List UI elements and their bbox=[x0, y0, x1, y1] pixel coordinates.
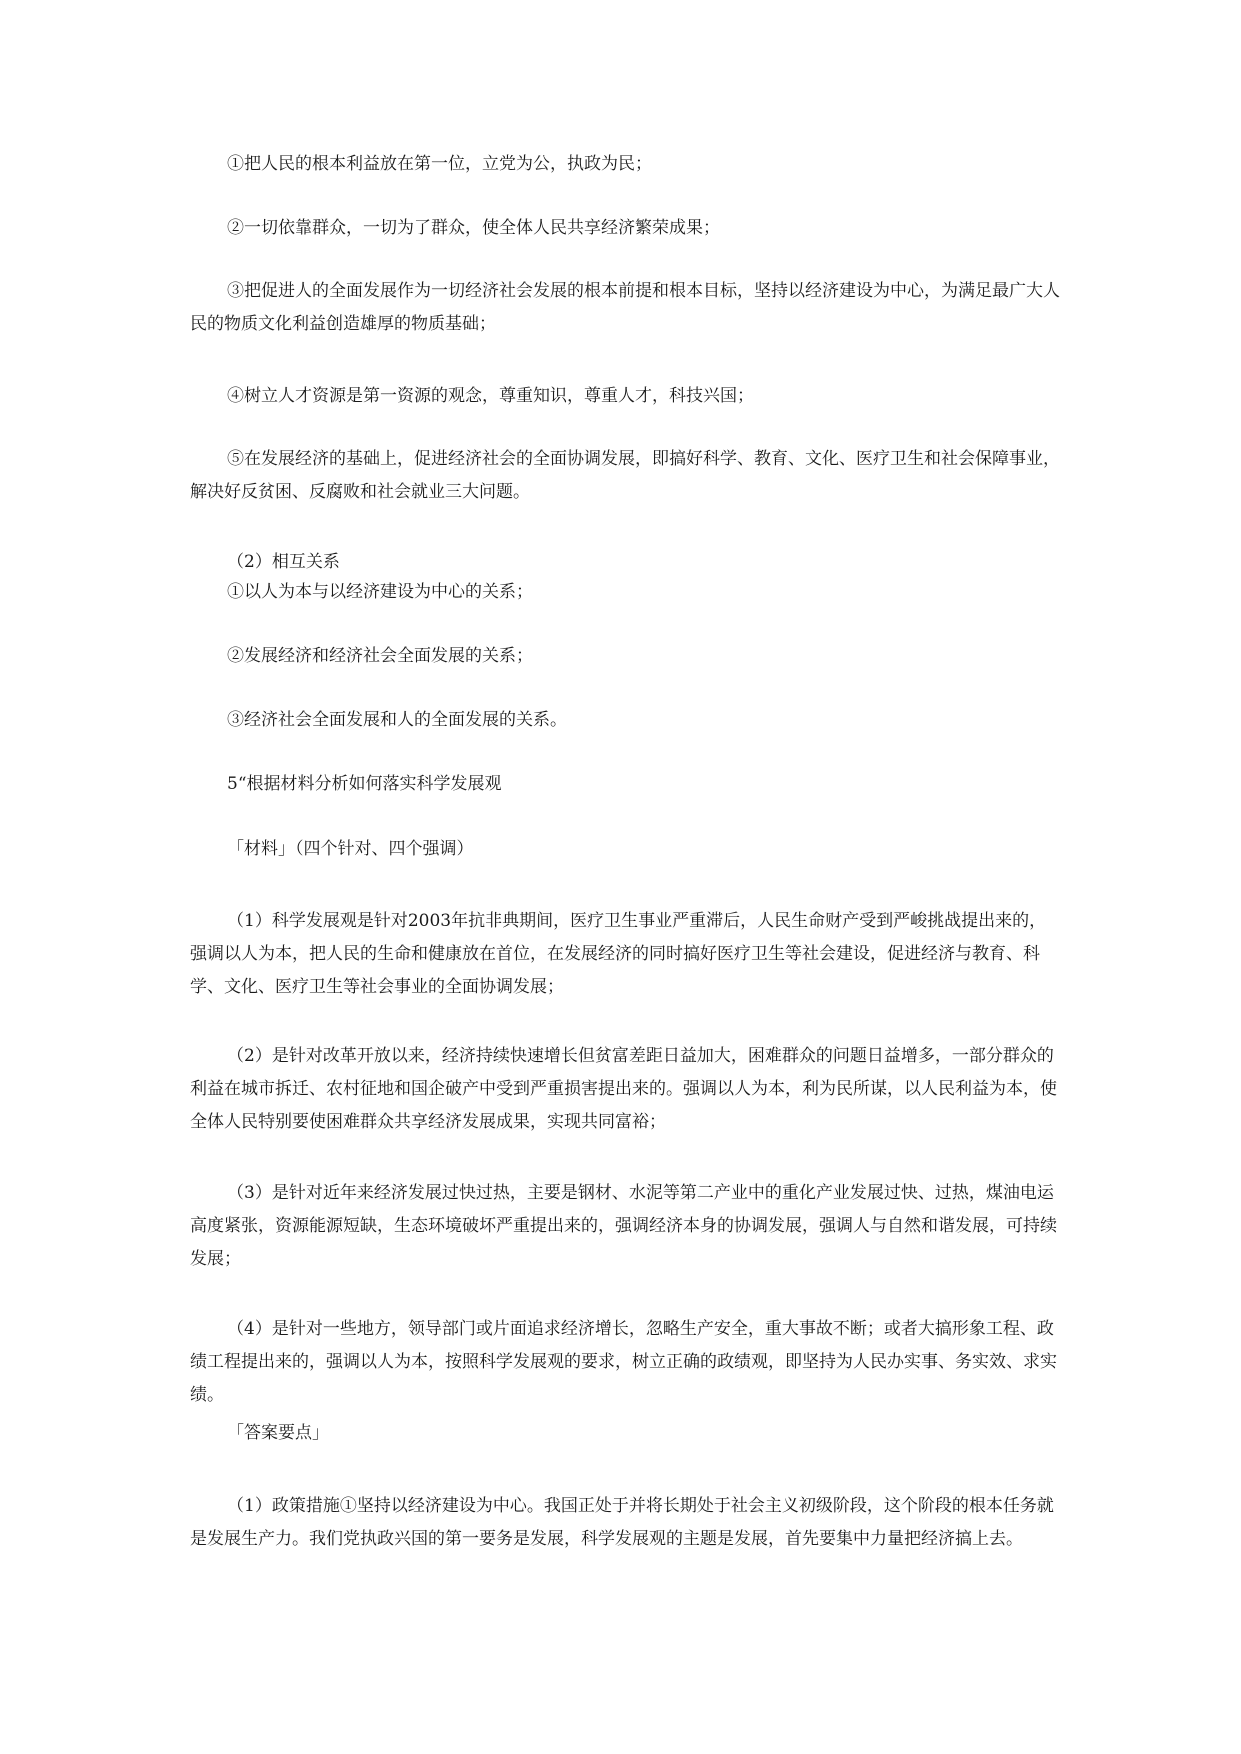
relation-1: ①以人为本与以经济建设为中心的关系； bbox=[227, 582, 533, 602]
answer-heading: 「答案要点」 bbox=[227, 1423, 329, 1443]
material-2: （2）是针对改革开放以来，经济持续快速增长但贫富差距日益加大，困难群众的问题日益增多，一部分群众的利益在城市拆迁、农村征地和国企破产中受到严重损害提出来的。强调以人为本，利为民所谋，以人民利益为本，使全体人民特别要使困难群众共享经济发展成果，实现共同富裕； bbox=[190, 1046, 1057, 1132]
paragraph-1: ①把人民的根本利益放在第一位，立党为公，执政为民； bbox=[227, 154, 652, 174]
material-heading: 「材料」（四个针对、四个强调） bbox=[227, 839, 474, 859]
material-4: （4）是针对一些地方，领导部门或片面追求经济增长，忽略生产安全，重大事故不断；或者大搞形象工程、政绩工程提出来的，强调以人为本，按照科学发展观的要求，树立正确的政绩观，即坚持为人民办实事、务实效、求实绩。 bbox=[190, 1319, 1057, 1405]
material-1: （1）科学发展观是针对2003年抗非典期间，医疗卫生事业严重滞后，人民生命财产受到严峻挑战提出来的，强调以人为本，把人民的生命和健康放在首位，在发展经济的同时搞好医疗卫生等社会建设，促进经济与教育、科学、文化、医疗卫生等社会事业的全面协调发展； bbox=[190, 911, 1047, 997]
subheading-relations: （2）相互关系 bbox=[227, 552, 340, 572]
relation-2: ②发展经济和经济社会全面发展的关系； bbox=[227, 646, 533, 666]
material-3: （3）是针对近年来经济发展过快过热，主要是钢材、水泥等第二产业中的重化产业发展过快、过热，煤油电运高度紧张，资源能源短缺，生态环境破坏严重提出来的，强调经济本身的协调发展，强调人与自然和谐发展，可持续发展； bbox=[190, 1183, 1057, 1269]
paragraph-4: ④树立人才资源是第一资源的观念，尊重知识，尊重人才，科技兴国； bbox=[227, 386, 754, 406]
answer-1: （1）政策措施①坚持以经济建设为中心。我国正处于并将长期处于社会主义初级阶段，这个阶段的根本任务就是发展生产力。我们党执政兴国的第一要务是发展，科学发展观的主题是发展，首先要集中力量把经济搞上去。 bbox=[190, 1496, 1054, 1549]
section-heading: 5“根据材料分析如何落实科学发展观 bbox=[227, 774, 502, 794]
relation-3: ③经济社会全面发展和人的全面发展的关系。 bbox=[227, 710, 567, 730]
paragraph-5: ⑤在发展经济的基础上，促进经济社会的全面协调发展，即搞好科学、教育、文化、医疗卫生和社会保障事业，解决好反贫困、反腐败和社会就业三大问题。 bbox=[190, 449, 1060, 502]
paragraph-3: ③把促进人的全面发展作为一切经济社会发展的根本前提和根本目标，坚持以经济建设为中心，为满足最广大人民的物质文化利益创造雄厚的物质基础； bbox=[190, 281, 1060, 334]
paragraph-2: ②一切依靠群众，一切为了群众，使全体人民共享经济繁荣成果； bbox=[227, 218, 720, 238]
